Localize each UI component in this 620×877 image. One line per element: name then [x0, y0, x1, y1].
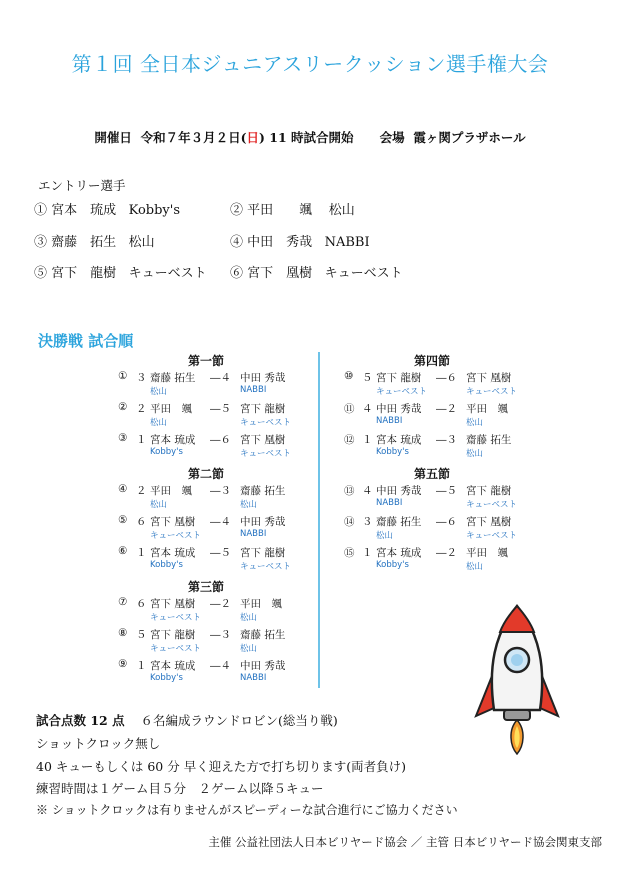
player-b-name: 中田 秀哉: [240, 372, 286, 384]
player-a-seed: ２: [136, 403, 147, 415]
player-a-name: 平田 颯: [150, 403, 192, 415]
entry-no: ⑤: [34, 266, 48, 281]
player-a-seed: ６: [136, 598, 147, 610]
date-end: ): [259, 130, 265, 145]
player-a-seed: ６: [136, 516, 147, 528]
player-b-name: 齋藤 拓生: [240, 629, 286, 641]
tournament-format: ６名編成ラウンドロビン(総当り戦): [140, 713, 338, 728]
entry-club: 松山: [128, 235, 155, 250]
match-number: ②: [118, 401, 128, 413]
player-b-club: NABBI: [240, 385, 267, 395]
match-number: ⑦: [118, 596, 128, 608]
player-b-club: キューベスト: [466, 387, 518, 397]
player-a-club: Kobby's: [150, 560, 183, 570]
player-a-club: キューベスト: [150, 531, 202, 541]
weekday: 日: [246, 130, 259, 145]
player-b-seed: ―５: [436, 485, 457, 497]
match-number: ⑨: [118, 658, 128, 670]
entry-player: [34, 199, 180, 218]
player-a-seed: ２: [136, 485, 147, 497]
round-title: 第二節: [187, 467, 224, 481]
match-number: ⑮: [344, 547, 355, 559]
rule-line: 練習時間は１ゲーム目５分 ２ゲーム以降５キュー: [36, 781, 324, 796]
round-title: 第一節: [187, 354, 224, 368]
entry-name: 宮本 琉成: [51, 203, 117, 218]
player-a-seed: ５: [362, 372, 373, 384]
player-b-name: 平田 颯: [466, 547, 508, 559]
player-b-club: 松山: [240, 500, 258, 510]
entry-club: キューベスト: [128, 266, 207, 281]
player-b-seed: ―３: [436, 434, 457, 446]
player-b-name: 中田 秀哉: [240, 516, 286, 528]
match-number: ⑬: [344, 485, 355, 497]
player-a-seed: ３: [136, 372, 147, 384]
player-a-name: 中田 秀哉: [376, 485, 422, 497]
player-b-club: 松山: [466, 418, 484, 428]
player-b-club: NABBI: [240, 673, 267, 683]
player-a-club: キューベスト: [376, 387, 428, 397]
round-title: 第三節: [187, 580, 224, 594]
player-a-seed: １: [136, 660, 147, 672]
player-a-club: Kobby's: [376, 447, 409, 457]
player-a-club: 松山: [150, 418, 168, 428]
player-b-name: 宮下 龍樹: [466, 485, 512, 497]
entry-club: Kobby's: [128, 203, 181, 218]
player-a-club: Kobby's: [376, 560, 409, 570]
player-b-name: 中田 秀哉: [240, 660, 286, 672]
player-b-seed: ―２: [436, 547, 457, 559]
player-b-name: 宮下 龍樹: [240, 547, 286, 559]
entry-name: 中田 秀哉: [247, 235, 313, 250]
player-b-name: 宮下 龍樹: [240, 403, 286, 415]
player-b-seed: ―４: [210, 660, 231, 672]
player-b-seed: ―５: [210, 403, 231, 415]
player-a-name: 宮下 凰樹: [150, 598, 196, 610]
player-a-seed: １: [136, 547, 147, 559]
rule-line: ※ ショットクロックは有りませんがスピーディーな試合進行にご協力ください: [36, 803, 458, 817]
rocket-illustration: [472, 598, 562, 758]
player-b-seed: ―６: [436, 516, 457, 528]
player-b-seed: ―３: [210, 629, 231, 641]
player-b-club: 松山: [466, 562, 484, 572]
player-b-name: 齋藤 拓生: [466, 434, 512, 446]
player-a-name: 宮本 琉成: [150, 547, 196, 559]
player-b-name: 平田 颯: [466, 403, 508, 415]
player-b-name: 宮下 凰樹: [466, 516, 512, 528]
player-a-name: 中田 秀哉: [376, 403, 422, 415]
round-title: 第四節: [413, 354, 450, 368]
player-a-seed: １: [362, 434, 373, 446]
player-b-club: キューベスト: [240, 449, 292, 459]
player-b-club: キューベスト: [240, 418, 292, 428]
entry-no: ⑥: [230, 266, 244, 281]
player-b-seed: ―２: [210, 598, 231, 610]
date-text: 令和７年３月２日(: [140, 130, 247, 145]
player-a-seed: ４: [362, 485, 373, 497]
player-b-club: 松山: [240, 644, 258, 654]
player-b-seed: ―５: [210, 547, 231, 559]
venue-label: 会場: [379, 130, 405, 145]
match-number: ⑧: [118, 627, 128, 639]
date-label: 開催日: [94, 130, 132, 145]
entry-name: 宮下 龍樹: [51, 266, 117, 281]
player-a-name: 宮下 凰樹: [150, 516, 196, 528]
player-a-club: NABBI: [376, 416, 403, 426]
match-number: ⑩: [344, 370, 354, 382]
entry-player: [230, 199, 355, 218]
match-number: ⑤: [118, 514, 128, 526]
entry-no: ②: [230, 203, 244, 218]
player-b-name: 宮下 凰樹: [466, 372, 512, 384]
entry-heading: エントリー選手: [38, 178, 126, 193]
rule-line: 40 キューもしくは 60 分 早く迎えた方で打ち切ります(両者負け): [36, 759, 406, 774]
player-a-seed: ４: [362, 403, 373, 415]
player-a-seed: ５: [136, 629, 147, 641]
date-venue-line: [0, 128, 620, 146]
player-a-name: 平田 颯: [150, 485, 192, 497]
player-b-club: キューベスト: [466, 500, 518, 510]
player-a-seed: １: [136, 434, 147, 446]
player-b-name: 宮下 凰樹: [240, 434, 286, 446]
entry-name: 齋藤 拓生: [51, 235, 117, 250]
player-a-name: 齋藤 拓生: [376, 516, 422, 528]
player-a-club: 松山: [376, 531, 394, 541]
rule-line: ショットクロック無し: [36, 736, 161, 751]
player-a-club: キューベスト: [150, 613, 202, 623]
player-a-club: キューベスト: [150, 644, 202, 654]
game-points: 試合点数 12 点: [36, 713, 125, 728]
player-a-name: 宮本 琉成: [376, 434, 422, 446]
entry-player: [34, 262, 207, 281]
player-a-club: NABBI: [376, 498, 403, 508]
start-time: 11 時試合開始: [269, 130, 354, 145]
entry-club: 松山: [328, 203, 355, 218]
entry-player: [230, 262, 403, 281]
player-a-club: Kobby's: [150, 447, 183, 457]
player-a-name: 宮本 琉成: [376, 547, 422, 559]
entry-no: ④: [230, 235, 244, 250]
player-b-club: キューベスト: [466, 531, 518, 541]
player-a-club: 松山: [150, 387, 168, 397]
match-number: ⑭: [344, 516, 355, 528]
player-b-club: 松山: [466, 449, 484, 459]
player-b-seed: ―３: [210, 485, 231, 497]
entry-player: [230, 231, 370, 250]
player-a-name: 宮下 龍樹: [150, 629, 196, 641]
match-number: ①: [118, 370, 128, 382]
player-a-name: 宮本 琉成: [150, 660, 196, 672]
player-b-seed: ―４: [210, 516, 231, 528]
entry-no: ①: [34, 203, 48, 218]
player-b-seed: ―４: [210, 372, 231, 384]
round-title: 第五節: [413, 467, 450, 481]
player-b-seed: ―２: [436, 403, 457, 415]
column-divider: [318, 352, 320, 688]
entry-name: 宮下 凰樹: [247, 266, 313, 281]
player-a-name: 宮下 龍樹: [376, 372, 422, 384]
player-a-club: Kobby's: [150, 673, 183, 683]
player-b-seed: ―６: [210, 434, 231, 446]
rule-line: [36, 711, 338, 729]
organizer-footer: 主催 公益社団法人日本ビリヤード協会 ／ 主管 日本ビリヤード協会関東支部: [208, 835, 602, 849]
player-b-club: キューベスト: [240, 562, 292, 572]
entry-player: [34, 231, 155, 250]
venue: 霞ヶ関プラザホール: [413, 130, 526, 145]
match-number: ⑫: [344, 434, 355, 446]
player-b-club: NABBI: [240, 529, 267, 539]
match-number: ⑥: [118, 545, 128, 557]
player-a-seed: ３: [362, 516, 373, 528]
entry-no: ③: [34, 235, 48, 250]
match-number: ④: [118, 483, 128, 495]
match-number: ⑪: [344, 403, 355, 415]
player-b-club: 松山: [240, 613, 258, 623]
player-a-name: 宮本 琉成: [150, 434, 196, 446]
player-b-seed: ―６: [436, 372, 457, 384]
page-title: 第１回 全日本ジュニアスリークッション選手権大会: [71, 52, 549, 76]
player-b-name: 齋藤 拓生: [240, 485, 286, 497]
player-a-name: 齋藤 拓生: [150, 372, 196, 384]
player-b-name: 平田 颯: [240, 598, 282, 610]
player-a-club: 松山: [150, 500, 168, 510]
entry-name: 平田 颯: [247, 203, 313, 218]
entry-club: NABBI: [324, 235, 370, 250]
entry-club: キューベスト: [324, 266, 403, 281]
match-number: ③: [118, 432, 128, 444]
final-heading: 決勝戦 試合順: [38, 332, 134, 350]
player-a-seed: １: [362, 547, 373, 559]
